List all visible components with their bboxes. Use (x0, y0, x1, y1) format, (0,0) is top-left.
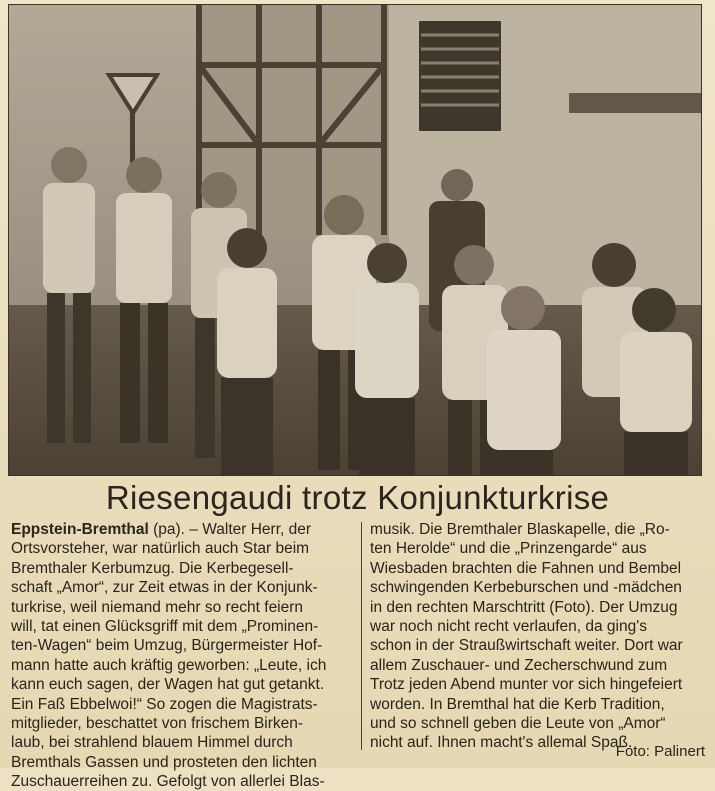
article-line: Bremthals Gassen und prosteten den lichten (11, 753, 317, 771)
article-line (11, 520, 354, 539)
article-line: Ortsvorsteher, war natürlich auch Star beim (11, 540, 310, 558)
article-line: musik. Die Bremthaler Blaskapelle, die „Ro- (370, 521, 670, 538)
article-dateline: Eppstein-Bremthal (11, 521, 149, 538)
article-line: schwingenden Kerbeburschen und -mädchen (370, 579, 682, 597)
article-line: mann hatte auch kräftig geworben: „Leute, ich (11, 656, 327, 674)
parade-photo (8, 4, 702, 476)
article-line: Zuschauerreihen zu. Gefolgt von allerlei Blas- (11, 773, 325, 791)
article-line: ten-Wagen“ beim Umzug, Bürgermeister Hof- (11, 637, 323, 655)
article-line: schaft „Amor“, zur Zeit etwas in der Konjunk- (11, 579, 318, 597)
article-line: will, tat einen Glücksgriff mit dem „Prominen- (11, 617, 319, 635)
article-line: Ein Faß Ebbelwoi!“ So zogen die Magistrats- (11, 695, 318, 713)
article-column-right (370, 520, 706, 753)
article-line: schon in der Straußwirtschaft weiter. Dort war (370, 637, 683, 655)
article-line: in den rechten Marschtritt (Foto). Der Umzug (370, 598, 678, 616)
article-headline: Riesengaudi trotz Konjunkturkrise (105, 479, 610, 516)
article-line: Trotz jeden Abend munter vor sich hingefeiert (370, 676, 683, 694)
article-line: nicht auf. Ihnen macht's allemal Spaß. (370, 734, 633, 752)
article-line: laub, bei strahlend blauem Himmel durch (11, 734, 293, 752)
article-line: Bremthaler Kerbumzug. Die Kerbegesell- (11, 559, 294, 577)
article-line: war noch nicht recht verlaufen, da ging's (370, 617, 647, 635)
article-line: Wiesbaden brachten die Fahnen und Bembel (370, 559, 682, 577)
parade-photo-illustration (9, 5, 701, 475)
article-line: kann euch sagen, der Wagen hat gut getankt. (11, 676, 325, 694)
article-line: allem Zuschauer- und Zecherschwund zum (370, 656, 668, 674)
photo-credit: Foto: Palinert (615, 743, 705, 760)
article-line: turkrise, weil niemand mehr so recht feiern (11, 598, 304, 616)
column-divider (361, 522, 362, 750)
article-line: und so schnell geben die Leute von „Amor“ (370, 714, 666, 732)
article-line: worden. In Bremthal hat die Kerb Tradition, (370, 695, 665, 713)
article-column-left (11, 520, 354, 791)
article-line: mitglieder, beschattet von frischem Birken- (11, 714, 304, 732)
article-line-text: (pa). – Walter Herr, der (148, 521, 312, 538)
article-line: ten Herolde“ und die „Prinzengarde“ aus (370, 540, 647, 558)
